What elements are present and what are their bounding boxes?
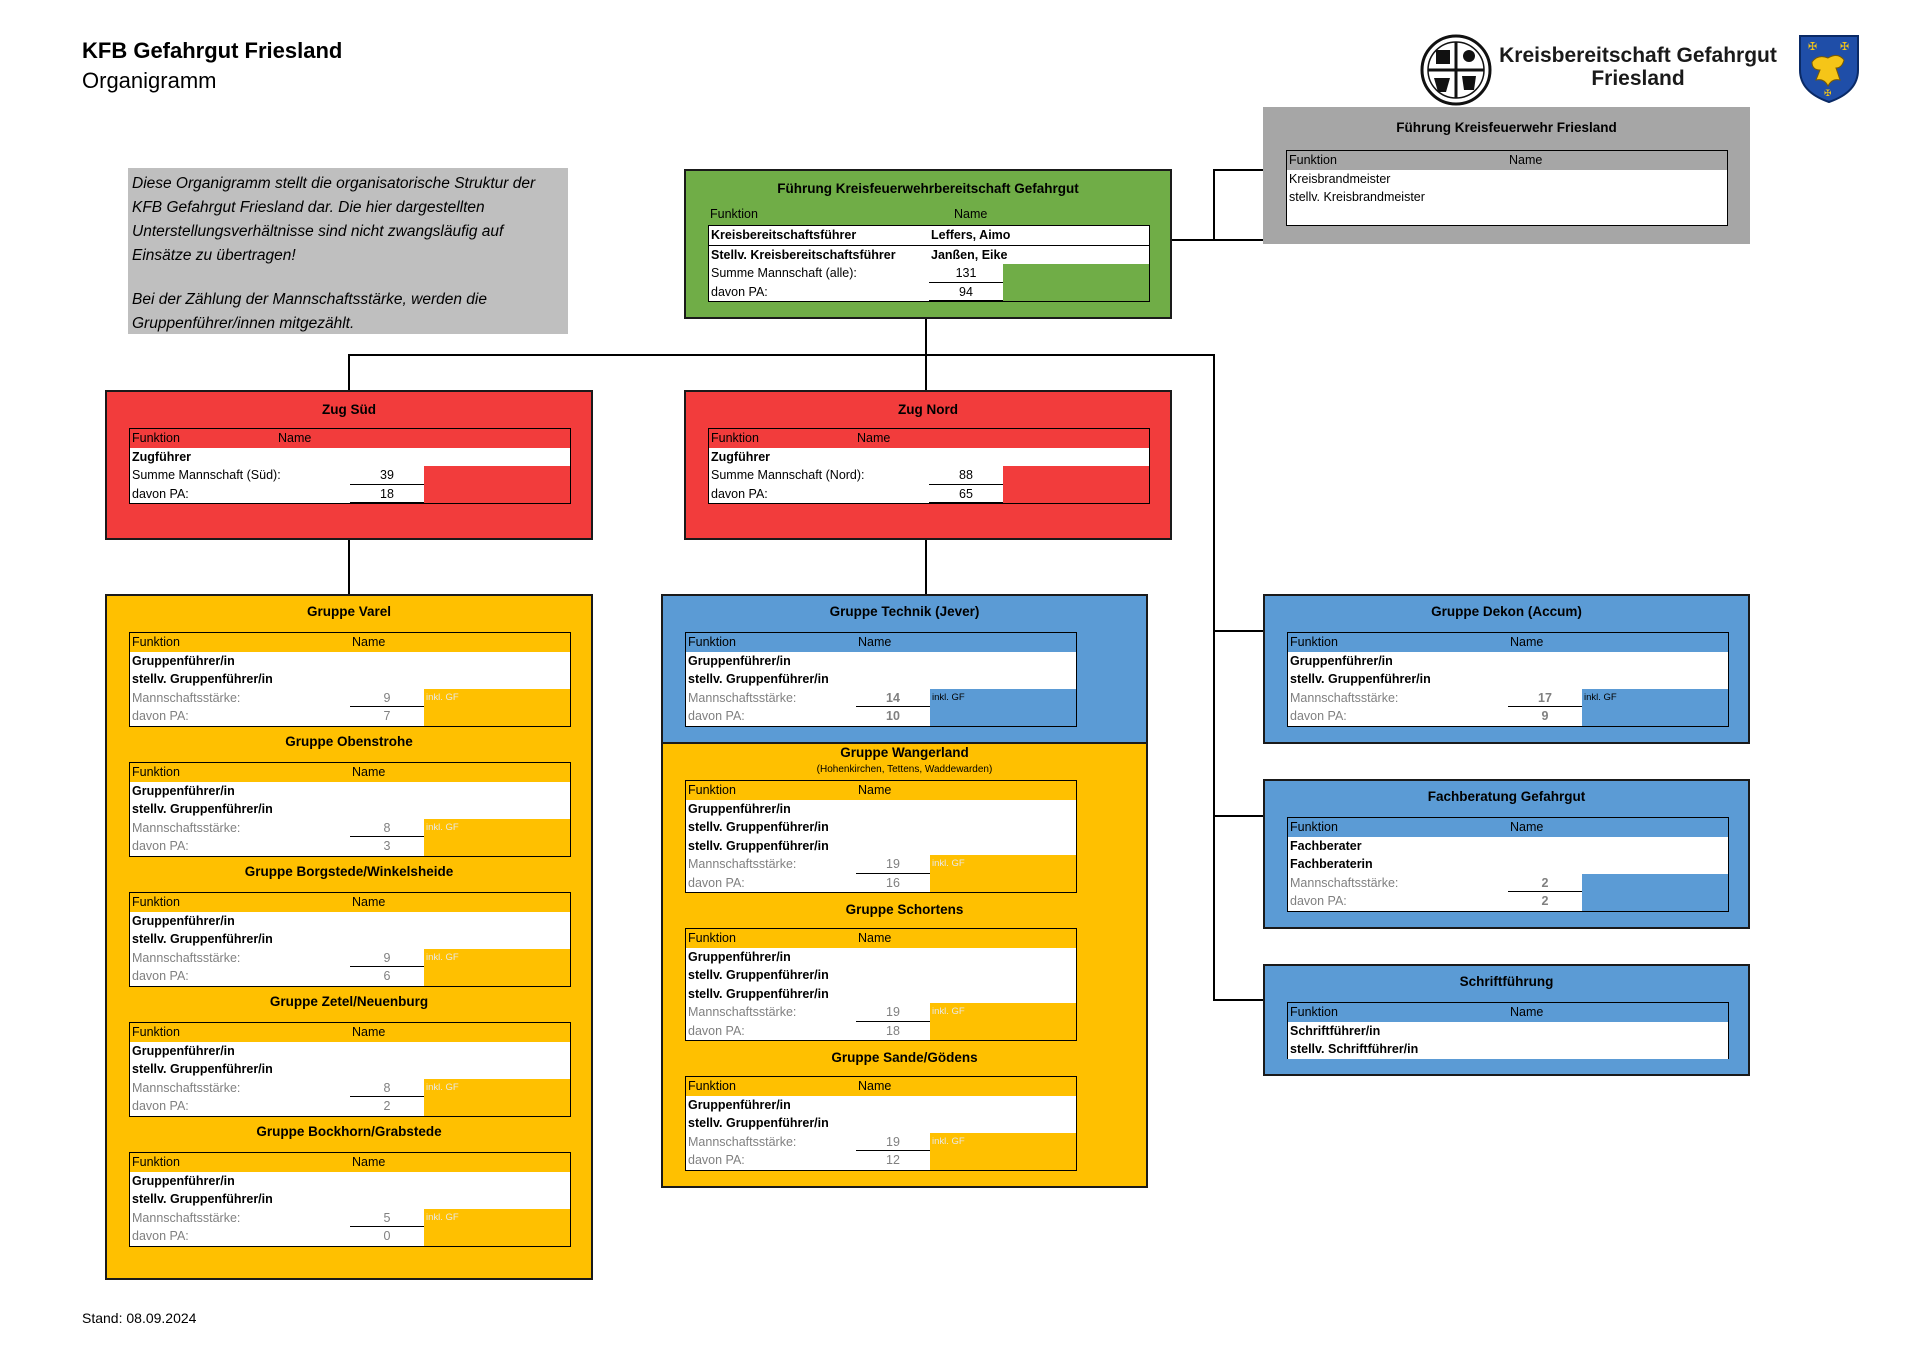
table-row: Zugführer <box>132 449 192 464</box>
staerke-value: 8 <box>350 819 424 838</box>
logo-text: Kreisbereitschaft Gefahrgut Friesland <box>1499 44 1777 90</box>
group-title-sande: Gruppe Sande/Gödens <box>831 1050 978 1065</box>
pa-value: 7 <box>383 709 391 723</box>
connector-line <box>1213 815 1265 817</box>
pa-value: 10 <box>886 709 900 723</box>
group-table-dekon: Funktion Name Gruppenführer/in stellv. Gruppenführer/in Mannschaftsstärke: 17 inkl. GF davon PA: 9 <box>1287 632 1729 727</box>
pa-value: 94 <box>929 283 1003 302</box>
connector-line <box>348 354 1215 356</box>
fuehrung-kfb-table: Kreisbereitschaftsführer Leffers, Aimo Stellv. Kreisbereitschaftsführer Janßen, Eike Summe Mannschaft (alle): 131 davon PA: 94 <box>708 225 1150 302</box>
pa-value: 2 <box>1541 894 1549 908</box>
group-table-wangerland: Funktion Name Gruppenführer/in stellv. Gruppenführer/in stellv. Gruppenführer/in Mannschaftsstärke: 19 inkl. GF davon PA: 16 <box>685 780 1077 893</box>
connector-line <box>925 538 927 595</box>
box-title: Gruppe Technik (Jever) <box>829 604 980 619</box>
table-row: Gruppenführer/in <box>688 801 791 816</box>
box-title: Zug Süd <box>322 402 376 417</box>
table-row: stellv. Gruppenführer/in <box>132 1062 273 1076</box>
table-row: stellv. Schriftführer/in <box>1290 1042 1419 1056</box>
zug-sued-box <box>105 390 593 540</box>
pa-value: 16 <box>886 875 900 890</box>
table-row: stellv. Gruppenführer/in <box>132 672 273 686</box>
table-row: Gruppenführer/in <box>132 783 235 798</box>
table-row: stellv. Gruppenführer/in <box>688 1116 829 1130</box>
table-row: stellv. Gruppenführer/in <box>1290 672 1431 686</box>
table-row: stellv. Gruppenführer/in <box>688 820 829 834</box>
group-title-wangerland: Gruppe Wangerland <box>840 745 969 760</box>
staerke-value: 5 <box>350 1209 424 1228</box>
staerke-value: 19 <box>856 1133 930 1152</box>
pa-value: 0 <box>383 1229 391 1243</box>
table-row: Gruppenführer/in <box>132 913 235 928</box>
pa-value: 9 <box>1541 709 1549 723</box>
fuehrung-kfb-box: Führung Kreisfeuerwehrbereitschaft Gefahrgut Funktion Name Kreisbereitschaftsführer Leffers, Aimo Stellv. Kreisbereitschaftsführer Janßen, Eike Summe Mannschaft (alle): 131 davon PA: 94 <box>684 169 1172 319</box>
pa-value: 18 <box>350 485 424 504</box>
staerke-value: 8 <box>350 1079 424 1098</box>
staerke-value: 2 <box>1508 874 1582 893</box>
fachberatung-box <box>1263 779 1750 929</box>
group-table-obenstrohe: Funktion Name Gruppenführer/in stellv. Gruppenführer/in Mannschaftsstärke: 8 inkl. GF davon PA: 3 <box>129 762 571 857</box>
fuehrung-kreis-table: Funktion Name Kreisbrandmeister stellv. Kreisbrandmeister <box>1286 150 1728 226</box>
box-title: Fachberatung Gefahrgut <box>1427 789 1586 804</box>
pa-value: 12 <box>886 1153 900 1167</box>
group-title-schortens: Gruppe Schortens <box>845 902 964 917</box>
table-row: Gruppenführer/in <box>688 1097 791 1112</box>
table-row: Gruppenführer/in <box>1290 653 1393 668</box>
table-row: Gruppenführer/in <box>132 1043 235 1058</box>
group-title-zetel: Gruppe Zetel/Neuenburg <box>269 994 429 1009</box>
table-row: Fachberater <box>1290 838 1362 853</box>
staerke-value: 9 <box>350 949 424 968</box>
staerke-value: 19 <box>856 855 930 874</box>
box-title: Zug Nord <box>898 402 958 417</box>
info-note: Diese Organigramm stellt die organisatorische Struktur der KFB Gefahrgut Friesland dar. Die hier dargestellten Unterstellungsverhältnisse sind nicht zwangsläufig auf Einsätze zu übertragen! Bei der Zählung der Mannschaftsstärke, werden die Gruppenführer/innen mitgezählt. <box>128 168 568 334</box>
svg-text:✠: ✠ <box>1840 40 1850 53</box>
group-table-zetel: Funktion Name Gruppenführer/in stellv. Gruppenführer/in Mannschaftsstärke: 8 inkl. GF davon PA: 2 <box>129 1022 571 1117</box>
table-row: Gruppenführer/in <box>132 653 235 668</box>
fuehrung-kreisfeuerwehr-box <box>1263 107 1750 244</box>
gruppe-dekon-box <box>1263 594 1750 744</box>
gruppen-nord-box <box>661 742 1148 1188</box>
pa-value: 6 <box>383 969 391 983</box>
group-table-borgstede: Funktion Name Gruppenführer/in stellv. Gruppenführer/in Mannschaftsstärke: 9 inkl. GF davon PA: 6 <box>129 892 571 987</box>
zug-nord-table: Funktion Name Zugführer Summe Mannschaft (Nord): 88 davon PA: 65 <box>708 428 1150 504</box>
group-table-schortens: Funktion Name Gruppenführer/in stellv. Gruppenführer/in stellv. Gruppenführer/in Mannschaftsstärke: 19 inkl. GF davon PA: 18 <box>685 928 1077 1041</box>
table-row: stellv. Gruppenführer/in <box>688 968 829 982</box>
pa-value: 65 <box>929 485 1003 504</box>
group-table-technik: Funktion Name Gruppenführer/in stellv. Gruppenführer/in Mannschaftsstärke: 14 inkl. GF davon PA: 10 <box>685 632 1077 727</box>
connector-line <box>1213 354 1215 1001</box>
box-title: Schriftführung <box>1459 974 1554 989</box>
group-table-schriftfuehrung: Funktion Name Schriftführer/in stellv. Schriftführer/in <box>1287 1002 1729 1059</box>
connector-line <box>1213 169 1215 241</box>
group-title-obenstrohe: Gruppe Obenstrohe <box>285 734 413 749</box>
connector-line <box>1168 239 1265 241</box>
group-subtitle-wangerland: (Hohenkirchen, Tettens, Waddewarden) <box>816 764 993 775</box>
pa-value: 3 <box>383 839 391 853</box>
table-row: Gruppenführer/in <box>688 653 791 668</box>
kfb-emblem-icon <box>1418 34 1494 106</box>
friesland-coat-of-arms-icon <box>1798 34 1860 104</box>
table-row: stellv. Gruppenführer/in <box>132 1192 273 1206</box>
staerke-value: 17 <box>1508 689 1582 708</box>
svg-text:✠: ✠ <box>1808 40 1818 53</box>
table-row: Fachberaterin <box>1290 857 1373 871</box>
table-row: Kreisbrandmeister <box>1289 171 1391 186</box>
schriftfuehrung-box <box>1263 964 1750 1076</box>
group-title-bockhorn: Gruppe Bockhorn/Grabstede <box>256 1124 442 1139</box>
summe-value: 39 <box>350 466 424 485</box>
pa-value: 2 <box>383 1099 391 1113</box>
connector-line <box>1213 169 1265 171</box>
table-row: stellv. Gruppenführer/in <box>132 802 273 816</box>
box-title: Führung Kreisfeuerwehrbereitschaft Gefahrgut <box>777 181 1079 196</box>
page-title: KFB Gefahrgut Friesland <box>82 38 343 63</box>
table-row: Gruppenführer/in <box>688 949 791 964</box>
table-row: stellv. Gruppenführer/in <box>132 932 273 946</box>
gruppen-sued-box <box>105 594 593 1280</box>
pa-value: 18 <box>886 1023 900 1038</box>
staerke-value: 9 <box>350 689 424 708</box>
staerke-value: 19 <box>856 1003 930 1022</box>
table-row: stellv. Gruppenführer/in <box>688 838 829 853</box>
connector-line <box>1213 630 1265 632</box>
table-row: stellv. Gruppenführer/in <box>688 672 829 686</box>
connector-line <box>348 538 350 595</box>
table-row: stellv. Gruppenführer/in <box>688 986 829 1001</box>
connector-line <box>348 354 350 391</box>
group-title-borgstede: Gruppe Borgstede/Winkelsheide <box>244 864 454 879</box>
table-row: Schriftführer/in <box>1290 1023 1381 1038</box>
svg-text:✠: ✠ <box>1824 89 1832 99</box>
box-title: Führung Kreisfeuerwehr Friesland <box>1396 120 1617 135</box>
table-row: Stellv. Kreisbereitschaftsführer <box>711 247 896 262</box>
box-title: Gruppe Dekon (Accum) <box>1431 604 1582 619</box>
group-table-sande: Funktion Name Gruppenführer/in stellv. Gruppenführer/in Mannschaftsstärke: 19 inkl. GF davon PA: 12 <box>685 1076 1077 1171</box>
table-row: Zugführer <box>711 449 771 464</box>
zug-sued-table: Funktion Name Zugführer Summe Mannschaft (Süd): 39 davon PA: 18 <box>129 428 571 504</box>
page-subtitle: Organigramm <box>82 68 217 93</box>
connector-line <box>1213 999 1265 1001</box>
table-row: Kreisbereitschaftsführer <box>711 228 857 242</box>
group-title-varel: Gruppe Varel <box>306 604 392 619</box>
group-table-bockhorn: Funktion Name Gruppenführer/in stellv. Gruppenführer/in Mannschaftsstärke: 5 inkl. GF davon PA: 0 <box>129 1152 571 1247</box>
staerke-value: 14 <box>856 689 930 708</box>
stand-date: Stand: 08.09.2024 <box>82 1310 197 1326</box>
summe-value: 131 <box>929 264 1003 283</box>
summe-value: 88 <box>929 466 1003 485</box>
group-table-varel: Funktion Name Gruppenführer/in stellv. Gruppenführer/in Mannschaftsstärke: 9 inkl. GF davon PA: 7 <box>129 632 571 727</box>
table-row: Gruppenführer/in <box>132 1173 235 1188</box>
zug-nord-box <box>684 390 1172 540</box>
group-table-fachberatung: Funktion Name Fachberater Fachberaterin Mannschaftsstärke: 2 davon PA: 2 <box>1287 817 1729 912</box>
table-row: stellv. Kreisbrandmeister <box>1289 190 1425 204</box>
gruppe-technik-box <box>661 594 1148 744</box>
